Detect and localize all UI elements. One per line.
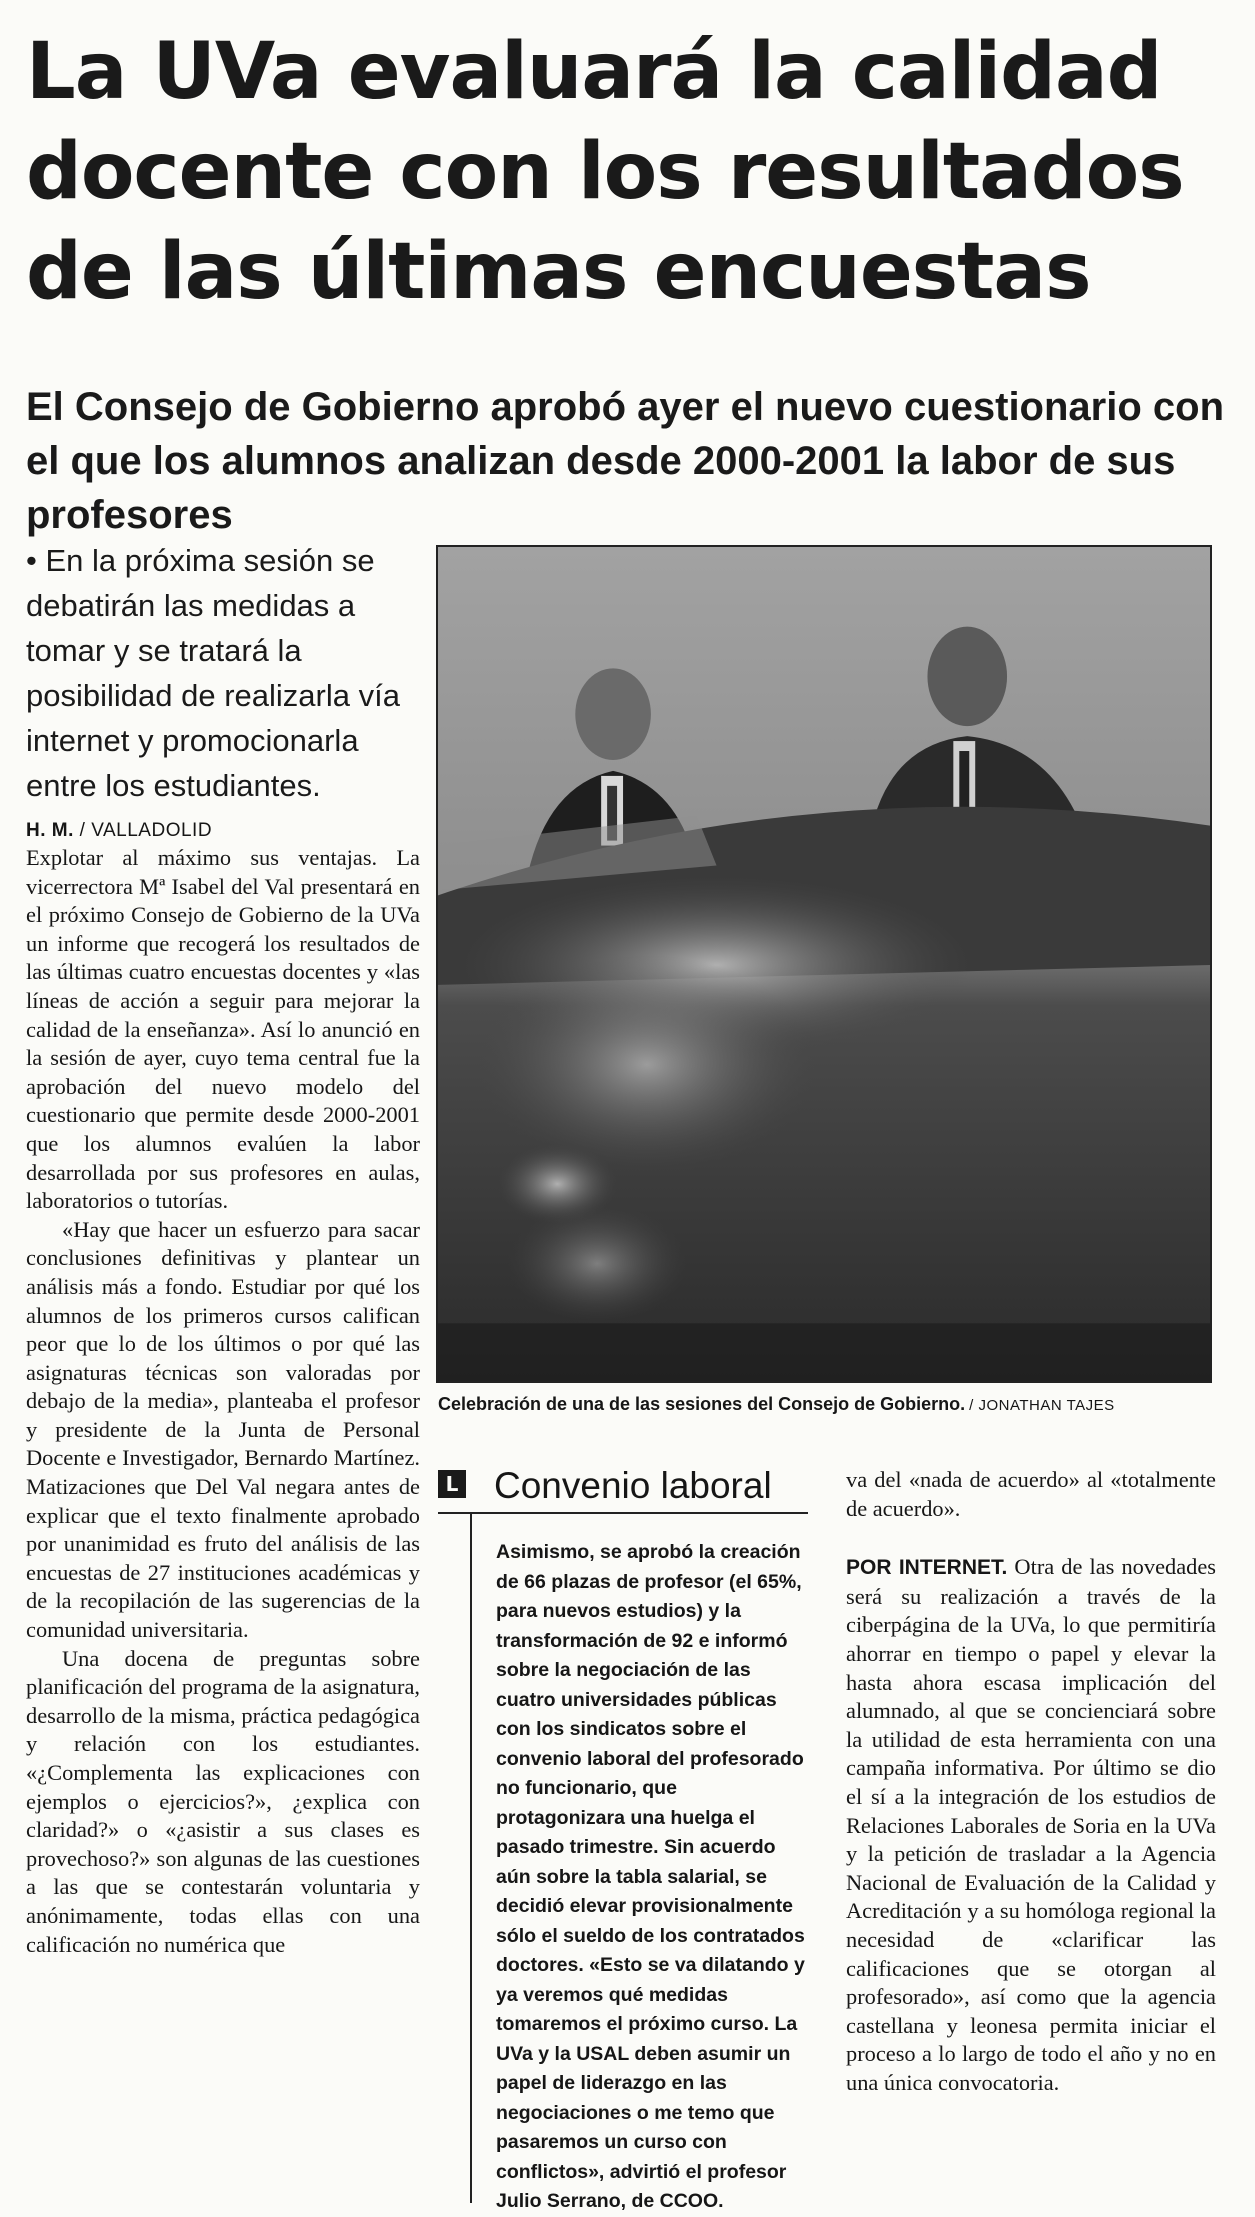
sidebar-text: Asimismo, se aprobó la creación de 66 plazas de profesor (el 65%, para nuevos estudios) y la transformación de 92 e informó sobre la negociación de las cuatro universidades públicas con los sindicatos sobre el convenio laboral del profesorado no funcionario, que protagonizara una huelga el pasado trimestre. Sin acuerdo aún sobre la tabla salarial, se decidió elevar provisionalmente sólo el sueldo de los contratados doctores. «Esto se va dilatando y ya veremos qué medidas tomaremos el próximo curso. La UVa y la USAL deben asumir un papel de liderazgo en las negociaciones o me temo que pasaremos un curso con conflictos», advirtió el profesor Julio Serrano, de CCOO. — [496, 1541, 805, 2212]
byline-place: VALLADOLID — [91, 820, 213, 841]
article-body-column-1 — [26, 844, 420, 1959]
byline-author: H. M. — [26, 820, 74, 841]
section-glyph-icon: L — [438, 1470, 466, 1498]
highlight-summary: • En la próxima sesión se debatirán las medidas a tomar y se tratará la posibilidad de realizarla vía internet y promocionarla entre los estudiantes. — [26, 543, 400, 803]
body-paragraph: Una docena de preguntas sobre planificación del programa de la asignatura, desarrollo de la misma, práctica pedagógica y relación con los estudiantes. «¿Complementa las explicaciones con ejemplos o ejercicios?», ¿explica con claridad?» o «¿asistir a sus clases es provechoso?» son algunas de las cuestiones a las que se contestarán voluntaria y anónimamente, todas ellas con una calificación no numérica que — [26, 1645, 420, 1957]
headline: La UVa evaluará la calidad docente con los resultados de las últimas encuestas — [26, 27, 1184, 317]
section-text: Otra de las novedades será su realización a través de la ciberpágina de la UVa, lo que permitiría ahorrar en tiempo o papel y elevar la hasta ahora escasa implicación del alumnado, al que se concienciará sobre la utilidad de esta herramienta con una campaña informativa. Por último se dio el sí a la integración de los estudios de Relaciones Laborales de Soria en la UVa y la petición de trasladar a la Agencia Nacional de Evaluación de la Calidad y Acreditación y a su homóloga regional la necesidad de «clarificar las calificaciones que se otorgan al profesorado», así como que la agencia castellana y leonesa permita iniciar el proceso a lo largo de todo el año y no en una única convocatoria. — [846, 1554, 1216, 2095]
body-paragraph-internet — [846, 1553, 1216, 2097]
sidebar-title: Convenio laboral — [494, 1465, 772, 1506]
body-continuation: va del «nada de acuerdo» al «totalmente de acuerdo». — [846, 1467, 1216, 1521]
article-body-column-3 — [846, 1466, 1216, 2097]
section-lead: POR INTERNET. — [846, 1556, 1008, 1580]
photo-caption — [438, 1394, 1218, 1415]
news-photo — [436, 545, 1212, 1383]
sidebar-box — [470, 1512, 805, 2212]
body-paragraph: Explotar al máximo sus ventajas. La vicerrectora Mª Isabel del Val presentará en el próximo Consejo de Gobierno de la UVa un informe que recogerá los resultados de las últimas cuatro encuestas docentes y «las líneas de acción a seguir para mejorar la calidad de la enseñanza». Así lo anunció en la sesión de ayer, cuyo tema central fue la aprobación del nuevo modelo del cuestionario que permite desde 2000-2001 que los alumnos evalúen la labor desarrollada por sus profesores en aulas, laboratorios o tutorías. — [26, 845, 420, 1214]
photo-credit: / JONATHAN TAJES — [969, 1397, 1115, 1414]
sidebar-header — [438, 1462, 808, 1514]
body-paragraph: «Hay que hacer un esfuerzo para sacar conclusiones definitivas y plantear un análisis más a fondo. Estudiar por qué los alumnos de los primeros cursos califican peor que lo de los últimos o por qué las asignaturas técnicas son valoradas por debajo de la media», planteaba el profesor y presidente de la Junta de Personal Docente e Investigador, Bernardo Martínez. Matizaciones que Del Val negara antes de explicar que el texto finalmente aprobado por unanimidad es fruto del análisis de las encuestas de 27 instituciones académicas y de la recopilación de las sugerencias de la comunidad universitaria. — [26, 1216, 420, 1643]
photo-illustration — [438, 547, 1210, 1381]
byline — [26, 820, 212, 842]
subheadline: El Consejo de Gobierno aprobó ayer el nuevo cuestionario con el que los alumnos analizan desde 2000-2001 la labor de sus profesores — [26, 385, 1225, 537]
caption-text: Celebración de una de las sesiones del Consejo de Gobierno. — [438, 1394, 966, 1414]
byline-separator: / — [73, 820, 92, 841]
